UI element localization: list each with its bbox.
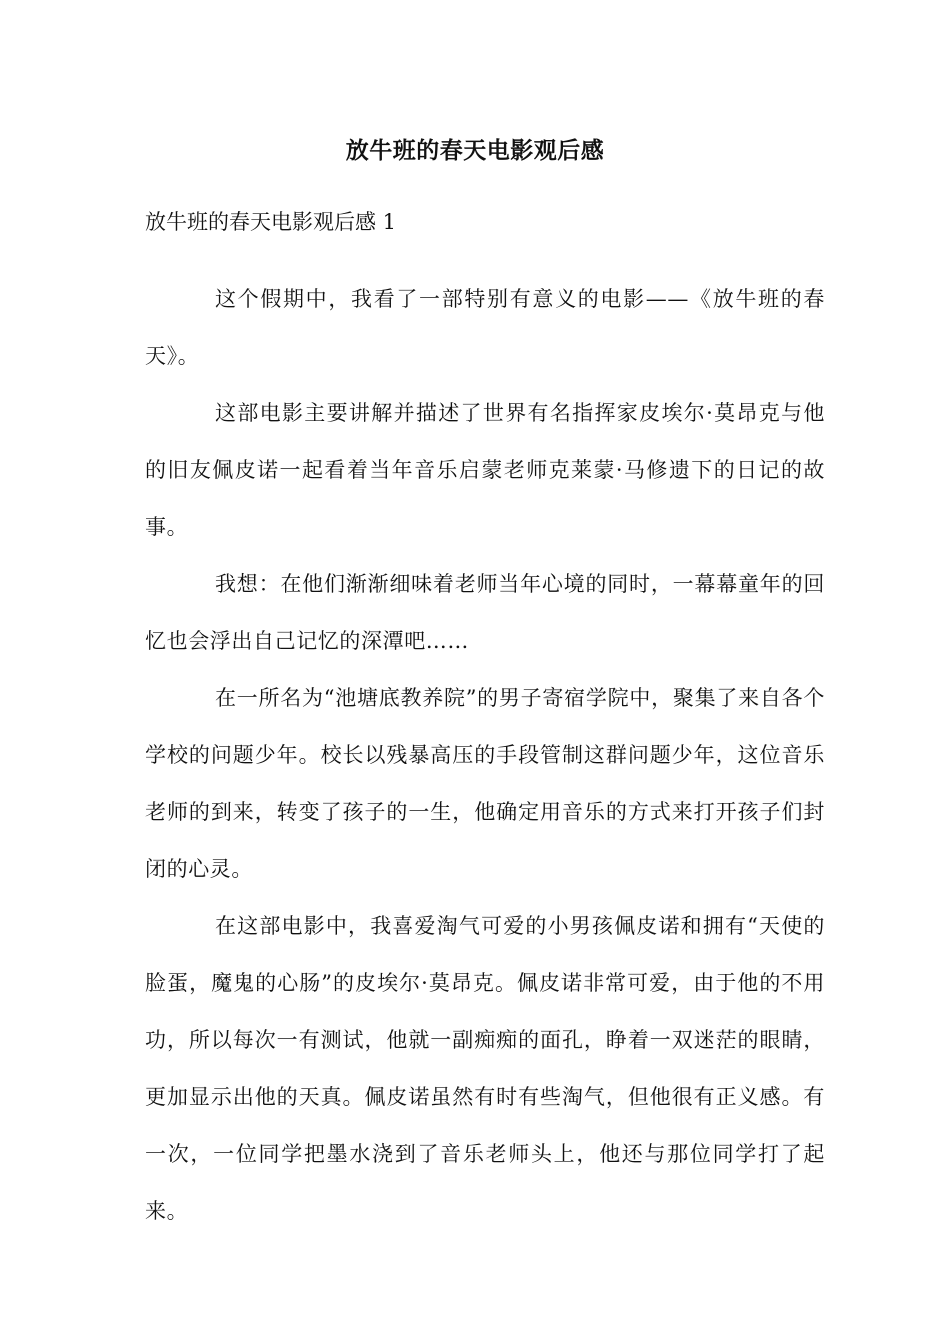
paragraph-5: 在这部电影中，我喜爱淘气可爱的小男孩佩皮诺和拥有“天使的脸蛋，魔鬼的心肠”的皮埃尔·莫昂克。佩皮诺非常可爱，由于他的不用功，所以每次一有测试，他就一副痴痴的面孔，睁着一双迷茫的眼睛，更加显示出他的天真。佩皮诺虽然有时有些淘气，但他很有正义感。有一次，一位同学把墨水浇到了音乐老师头上，他还与那位同学打了起来。 <box>145 914 825 1223</box>
document-title: 放牛班的春天电影观后感 <box>345 137 605 164</box>
paragraph-1: 这个假期中，我看了一部特别有意义的电影——《放牛班的春天》。 <box>145 287 825 368</box>
paragraph-2: 这部电影主要讲解并描述了世界有名指挥家皮埃尔·莫昂克与他的旧友佩皮诺一起看着当年音乐启蒙老师克莱蒙·马修遗下的日记的故事。 <box>145 401 825 539</box>
paragraph-4: 在一所名为“池塘底教养院”的男子寄宿学院中，聚集了来自各个学校的问题少年。校长以残暴高压的手段管制这群问题少年，这位音乐老师的到来，转变了孩子的一生，他确定用音乐的方式来打开孩子们封闭的心灵。 <box>145 686 825 881</box>
section-heading: 放牛班的春天电影观后感 1 <box>145 210 397 234</box>
paragraph-3: 我想：在他们渐渐细味着老师当年心境的同时，一幕幕童年的回忆也会浮出自己记忆的深潭吧…… <box>145 572 825 653</box>
